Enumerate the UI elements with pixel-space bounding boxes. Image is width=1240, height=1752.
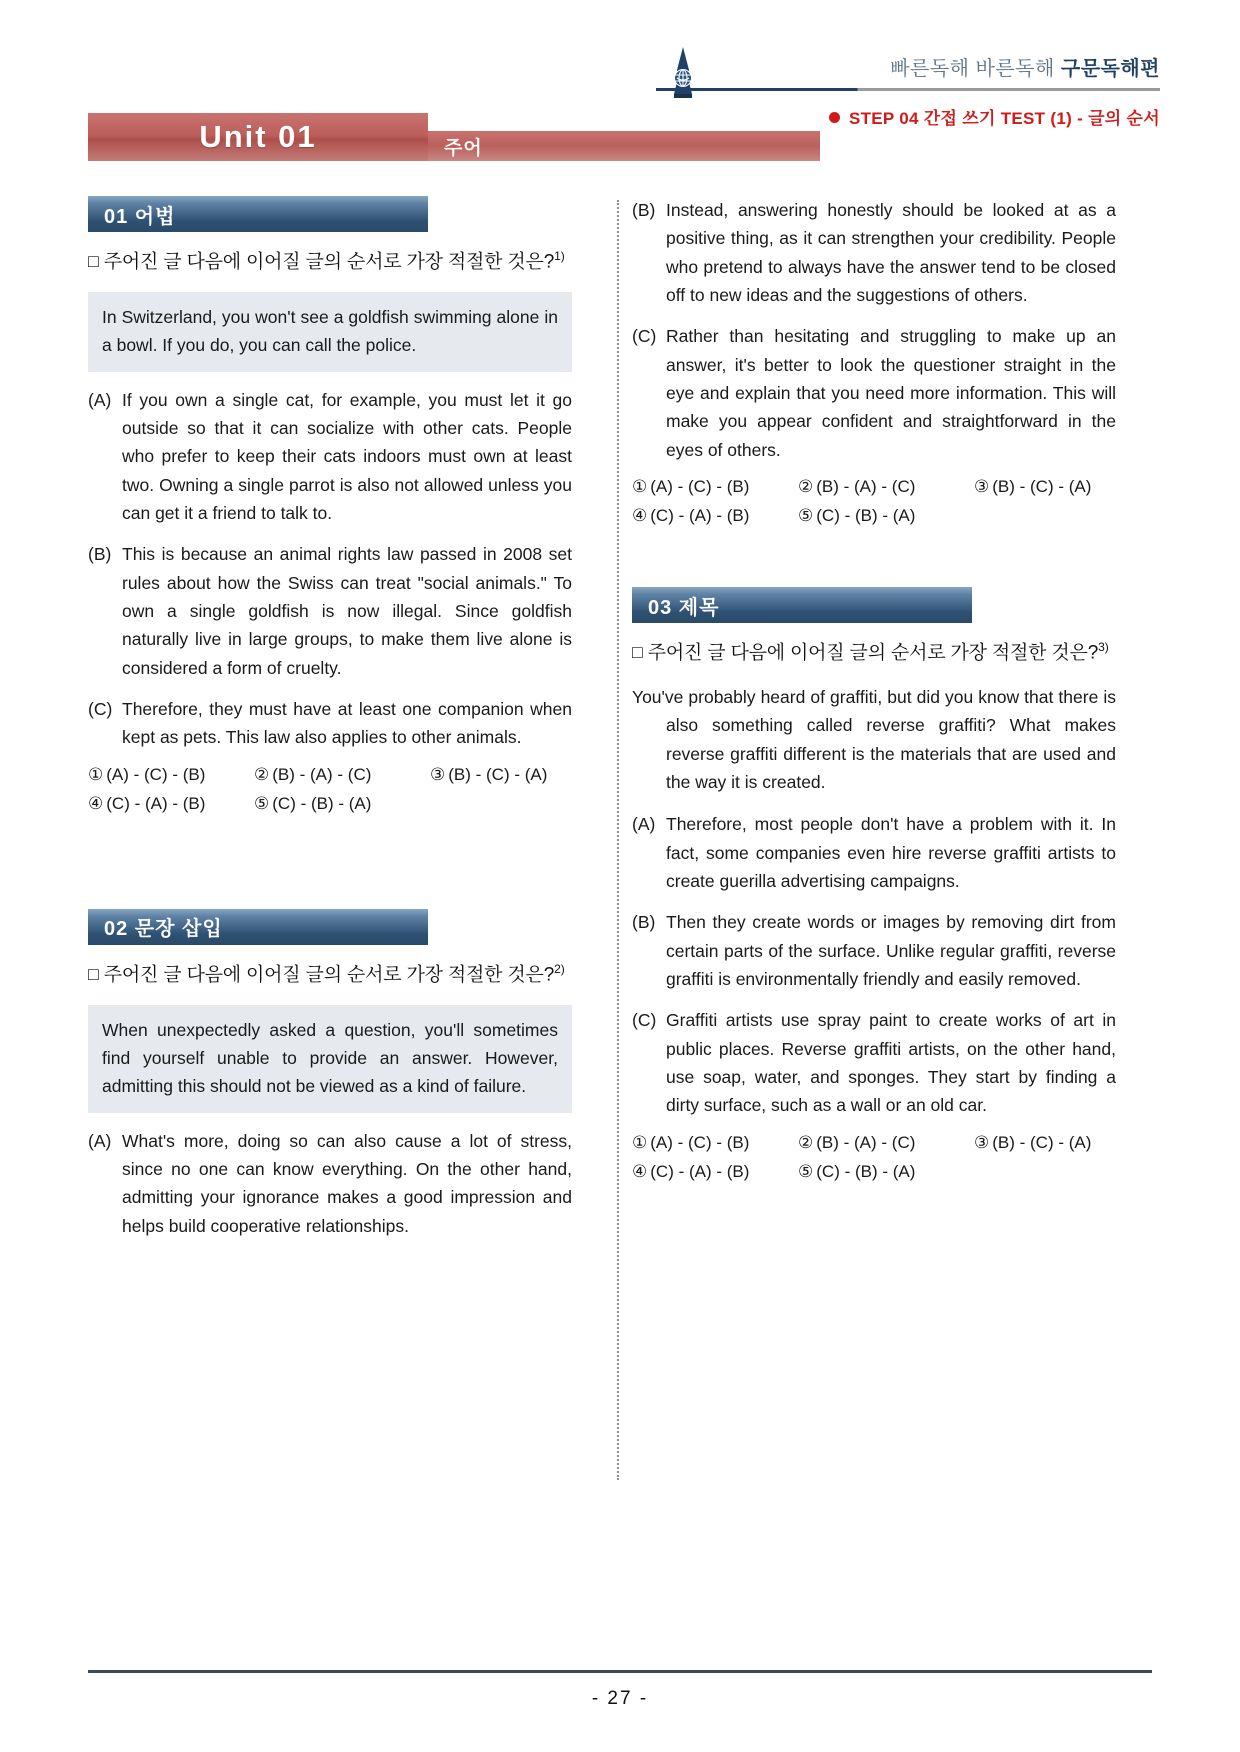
section-02-stem [88,961,572,989]
section-03-option-a-text: Therefore, most people don't have a problem with it. In fact, some companies even hire reverse graffiti artists to create guerilla advertising campaigns. [666,814,1116,892]
choice-text: (C) - (B) - (A) [272,793,372,813]
section-03-answer-choices [632,1133,1116,1182]
section-03-passage-text: You've probably heard of graffiti, but did you know that there is also something called reverse graffiti? What makes reverse graffiti different is the materials that are used and the way it is created. [632,686,1116,792]
choice-number: ④ [632,1161,648,1181]
step-label-text: STEP 04 간접 쓰기 TEST (1) - 글의 순서 [848,109,1160,128]
choice-number: ② [798,1132,814,1152]
section-01 [88,196,572,814]
section-03-stem-text: 주어진 글 다음에 이어질 글의 순서로 가장 적절한 것은? [647,642,1099,664]
brand-title-light: 빠른독해 바른독해 [890,58,1055,80]
section-gap [632,535,1116,587]
choice-number: ② [798,477,814,497]
section-02-option-c-label: (C) [632,326,657,347]
section-03-stem [632,639,1116,667]
unit-subject-tag [428,131,820,161]
section-03-choice-2[interactable] [798,1133,974,1153]
section-02-passage-box [88,1005,572,1113]
choice-text: (C) - (B) - (A) [816,506,916,526]
section-03-option-b [632,908,1116,993]
brand-title-bold: 구문독해편 [1060,58,1160,80]
choice-text: (B) - (A) - (C) [272,764,372,784]
choice-text: (B) - (C) - (A) [448,764,548,784]
choice-number: ① [632,1132,648,1152]
step-label [700,104,1160,129]
section-03-answer-row-2 [632,1162,1116,1182]
section-03-choice-4[interactable] [632,1162,798,1182]
choice-number: ④ [632,506,648,526]
section-03-choice-1[interactable] [632,1133,798,1153]
section-03-choice-5[interactable] [798,1162,974,1182]
section-01-passage-box [88,292,572,372]
choice-text: (B) - (A) - (C) [816,1132,916,1152]
section-01-option-c [88,695,572,752]
section-01-option-b [88,540,572,682]
section-01-option-a [88,386,572,528]
section-02-option-a-label: (A) [88,1130,112,1151]
section-02-answer-choices [632,477,1116,526]
choice-text: (B) - (A) - (C) [816,477,916,497]
section-01-option-b-label: (B) [88,544,112,565]
section-02-answer-row-2 [632,506,1116,526]
section-02-header [88,909,428,945]
unit-subject-tag-label: 주어 [444,137,483,159]
section-03-option-c [632,1006,1116,1119]
choice-text: (B) - (C) - (A) [992,1132,1092,1152]
section-02-stem-text: 주어진 글 다음에 이어질 글의 순서로 가장 적절한 것은? [103,964,555,986]
section-02-option-b [632,196,1116,309]
section-01-answer-row-1 [88,765,572,785]
section-03-answer-row-1 [632,1133,1116,1153]
choice-number: ⑤ [798,1161,814,1181]
choice-number: ① [88,764,104,784]
choice-text: (C) - (A) - (B) [650,1161,750,1181]
section-02-footnote: 2) [554,961,565,976]
section-01-choice-4[interactable] [88,794,254,814]
section-02-option-a [88,1127,572,1240]
choice-text: (A) - (C) - (B) [650,477,750,497]
section-02-label: 02 문장 삽입 [104,918,223,941]
choice-text: (C) - (A) - (B) [650,506,750,526]
section-03-option-a [632,810,1116,895]
section-02-continued [632,196,1116,526]
section-02-passage-text: When unexpectedly asked a question, you'll sometimes find yourself unable to provide an answer. However, admitting this should not be viewed as a kind of failure. [102,1019,558,1097]
section-01-answer-choices [88,765,572,814]
checkbox-glyph-icon: □ [88,251,99,272]
section-02-choice-2[interactable] [798,477,974,497]
section-01-option-a-text: If you own a single cat, for example, you must let it go outside so that it can socialize with other cats. People who prefer to keep their cats indoors must own at least two. Owning a single parrot is also not allowed unless you can get it a friend to talk to. [122,389,572,523]
bullet-dot-icon [829,112,840,123]
choice-number: ⑤ [798,506,814,526]
choice-number: ⑤ [254,793,270,813]
section-01-answer-row-2 [88,794,572,814]
unit-title: Unit 01 [199,119,317,154]
section-03-option-b-label: (B) [632,912,656,933]
footer-rule [88,1670,1152,1673]
choice-number: ③ [974,477,990,497]
section-01-choice-5[interactable] [254,794,430,814]
section-02-option-c-text: Rather than hesitating and struggling to make up an answer, it's better to look the questioner straight in the eye and explain that you need more information. This will make you appear confident and straightforward in the eyes of others. [666,326,1116,460]
section-01-option-c-label: (C) [88,699,113,719]
section-02-choice-3[interactable] [974,477,1091,497]
choice-number: ④ [88,793,104,813]
section-01-option-a-label: (A) [88,389,112,410]
choice-text: (C) - (A) - (B) [106,793,206,813]
section-03-label: 03 제목 [648,596,720,619]
section-03-header [632,587,972,623]
fountain-pen-nib-globe-icon [646,44,720,106]
checkbox-glyph-icon: □ [632,642,643,663]
left-column [88,196,572,1253]
choice-text: (B) - (C) - (A) [992,477,1092,497]
section-03-option-b-text: Then they create words or images by removing dirt from certain parts of the surface. Unlike regular graffiti, reverse graffiti is environmentally friendly and easily removed. [666,912,1116,990]
section-02 [88,909,572,1240]
section-03-choice-3[interactable] [974,1133,1091,1153]
choice-number: ① [632,477,648,497]
page-header [0,0,1240,128]
section-01-footnote: 1) [554,249,565,263]
unit-banner [88,113,428,161]
section-02-option-a-text: What's more, doing so can also cause a lot of stress, since no one can know everything. On the other hand, admitting your ignorance makes a good impression and helps build cooperative relationships. [122,1130,572,1236]
brand-title [720,52,1160,81]
checkbox-glyph-icon: □ [88,964,99,985]
section-gap [88,823,572,909]
choice-text: (A) - (C) - (B) [106,764,206,784]
section-01-option-c-text: Therefore, they must have at least one companion when kept as pets. This law also applies to other animals. [122,699,572,748]
right-column [632,196,1116,1191]
section-03-option-a-label: (A) [632,814,656,835]
section-03-option-c-label: (C) [632,1010,657,1031]
section-03-option-c-text: Graffiti artists use spray paint to create works of art in public places. Reverse graffiti artists, on the other hand, use soap, water, and sponges. They start by finding a dirty surface, such as a wall or an old car. [666,1010,1116,1116]
section-02-choice-1[interactable] [632,477,798,497]
section-01-option-b-text: This is because an animal rights law passed in 2008 set rules about how the Swiss can treat "social animals." To own a single goldfish is now illegal. Since goldfish naturally live in large groups, to make them live alone is considered a form of cruelty. [122,544,572,678]
section-02-option-c [632,322,1116,464]
section-01-header [88,196,428,232]
section-02-answer-row-1 [632,477,1116,497]
section-01-label: 01 어법 [104,205,176,228]
column-divider [617,200,619,1480]
section-02-option-b-label: (B) [632,200,656,220]
choice-text: (C) - (B) - (A) [816,1161,916,1181]
choice-number: ③ [430,764,446,784]
section-03-footnote: 3) [1098,640,1109,655]
choice-number: ③ [974,1132,990,1152]
choice-number: ② [254,764,270,784]
section-01-choice-3[interactable] [430,765,547,785]
section-03 [632,587,1116,1182]
section-01-choice-1[interactable] [88,765,254,785]
section-02-choice-5[interactable] [798,506,974,526]
section-01-stem-text: 주어진 글 다음에 이어질 글의 순서로 가장 적절한 것은? [103,251,555,273]
section-01-choice-2[interactable] [254,765,430,785]
header-divider-rule [656,88,1160,91]
page-number: - 27 - [591,1688,649,1709]
section-02-choice-4[interactable] [632,506,798,526]
choice-text: (A) - (C) - (B) [650,1132,750,1152]
section-01-stem [88,248,572,276]
section-02-option-b-text: Instead, answering honestly should be looked at as a positive thing, as it can strengthen your credibility. People who pretend to always have the answer tend to be closed off to new ideas and the suggestions of others. [666,200,1116,306]
section-01-passage-text: In Switzerland, you won't see a goldfish swimming alone in a bowl. If you do, you can call the police. [102,306,558,356]
